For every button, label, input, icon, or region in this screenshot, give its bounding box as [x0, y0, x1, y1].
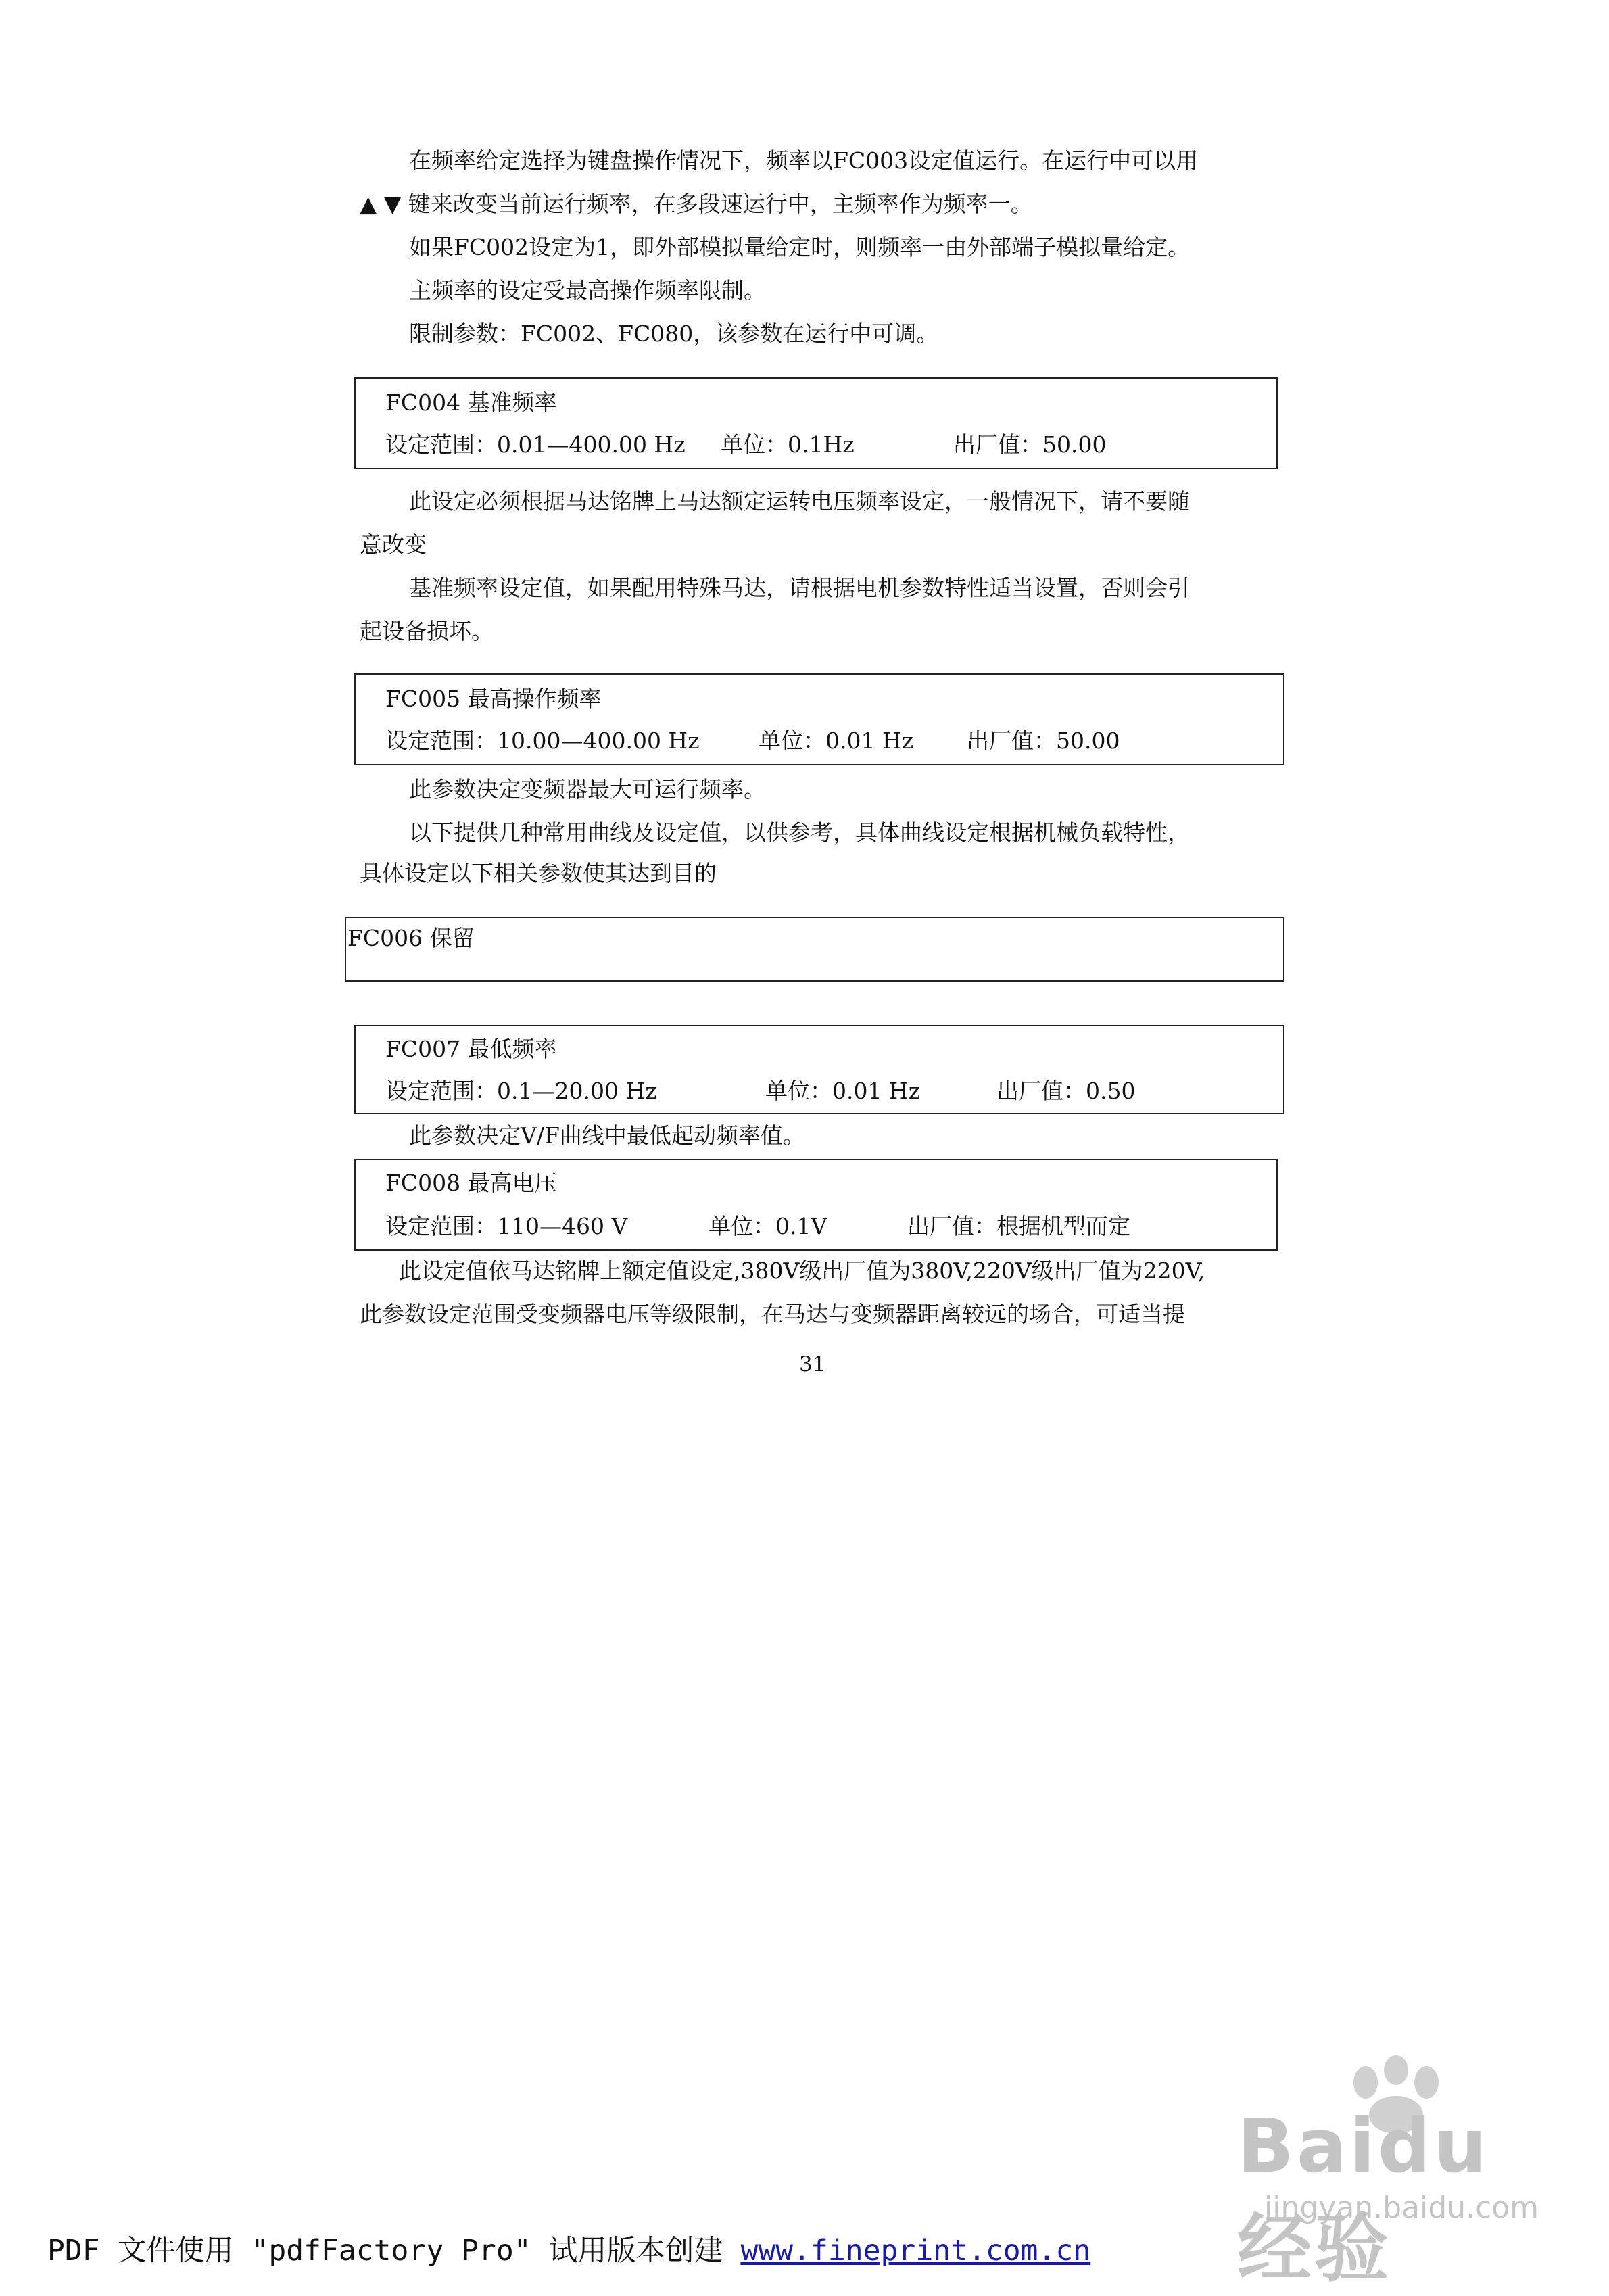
watermark-url: jingyan.baidu.com	[1264, 2191, 1539, 2225]
paragraph-line: 此参数决定V/F曲线中最低起动频率值。	[409, 1122, 805, 1149]
param-unit: 单位：0.01 Hz	[765, 1078, 921, 1104]
pdf-footer	[47, 2228, 1090, 2269]
param-box-fc007	[354, 1025, 1284, 1114]
footer-text: PDF 文件使用 "pdfFactory Pro" 试用版本创建	[47, 2234, 741, 2268]
param-title: FC007 最低频率	[385, 1036, 557, 1062]
param-unit: 单位：0.1Hz	[721, 431, 855, 458]
paragraph-line: 主频率的设定受最高操作频率限制。	[409, 277, 766, 304]
paragraph-line: 此参数设定范围受变频器电压等级限制，在马达与变频器距离较远的场合，可适当提	[360, 1301, 1185, 1327]
baidu-watermark	[1237, 2055, 1539, 2292]
param-default: 出厂值：根据机型而定	[907, 1213, 1130, 1239]
paragraph-line: 此设定值依马达铭牌上额定值设定,380V级出厂值为380V,220V级出厂值为220V,	[399, 1258, 1205, 1284]
watermark-logo: Baidu经验	[1237, 2103, 1489, 2292]
paragraph-line: 以下提供几种常用曲线及设定值，以供参考，具体曲线设定根据机械负载特性，	[409, 819, 1190, 846]
param-box-fc006	[345, 917, 1284, 982]
param-title: FC008 最高电压	[385, 1170, 557, 1196]
param-title: FC004 基准频率	[385, 389, 557, 416]
paragraph-line: 意改变	[360, 531, 427, 558]
param-unit: 单位：0.01 Hz	[759, 727, 914, 754]
param-box-fc008	[354, 1159, 1278, 1251]
paragraph-line: ▲ ▼ 键来改变当前运行频率，在多段速运行中，主频率作为频率一。	[360, 191, 1033, 217]
paragraph-line: 此设定必须根据马达铭牌上马达额定运转电压频率设定，一般情况下，请不要随	[409, 488, 1190, 515]
paragraph-line: 具体设定以下相关参数使其达到目的	[360, 860, 717, 886]
paragraph-line: 起设备损坏。	[360, 618, 494, 644]
param-title: FC005 最高操作频率	[385, 686, 602, 712]
paragraph-line: 如果FC002设定为1，即外部模拟量给定时，则频率一由外部端子模拟量给定。	[409, 234, 1191, 260]
paragraph-line: 此参数决定变频器最大可运行频率。	[409, 776, 766, 803]
page-number: 31	[799, 1352, 826, 1377]
param-range: 设定范围：0.1—20.00 Hz	[385, 1078, 657, 1104]
param-range: 设定范围：10.00—400.00 Hz	[385, 727, 700, 754]
param-default: 出厂值：0.50	[996, 1078, 1136, 1104]
paragraph-line: 限制参数：FC002、FC080，该参数在运行中可调。	[409, 320, 939, 347]
param-box-fc004	[354, 377, 1278, 469]
paragraph-line: 在频率给定选择为键盘操作情况下，频率以FC003设定值运行。在运行中可以用	[409, 147, 1199, 174]
param-default: 出厂值：50.00	[967, 727, 1120, 754]
param-default: 出厂值：50.00	[953, 431, 1107, 458]
param-box-fc005	[354, 673, 1284, 765]
param-range: 设定范围：0.01—400.00 Hz	[385, 431, 686, 458]
param-title: FC006 保留	[347, 925, 475, 951]
footer-link[interactable]: www.fineprint.com.cn	[740, 2234, 1091, 2268]
paragraph-line: 基准频率设定值，如果配用特殊马达，请根据电机参数特性适当设置，否则会引	[409, 575, 1190, 601]
param-unit: 单位：0.1V	[709, 1213, 827, 1239]
param-range: 设定范围：110—460 V	[385, 1213, 628, 1239]
